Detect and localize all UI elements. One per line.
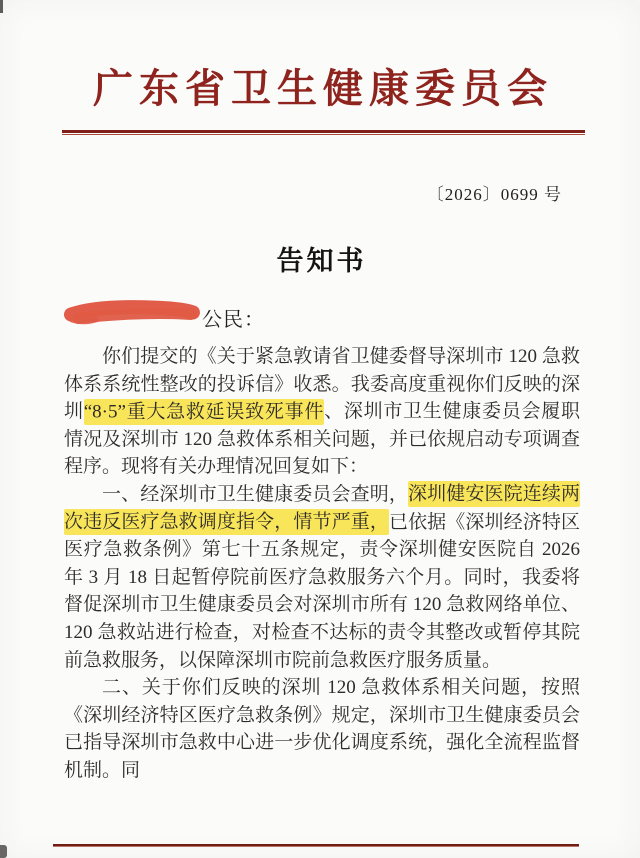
redaction-scribble-mark — [62, 298, 200, 335]
divider-thin-line — [62, 134, 585, 135]
scan-edge-artifact — [0, 0, 3, 13]
body-paragraph — [64, 674, 580, 784]
document-title: 告知书 — [276, 246, 367, 276]
highlighted-text: “8·5”重大急救延误致死事件 — [84, 399, 324, 425]
text-segment: 你们提交的《关于紧急敦请省卫健委督导深圳市 120 急救体系系统性整改的投诉信》收悉。我委高度重视你们反映的深圳 — [64, 346, 580, 423]
highlighted-text: 深圳健安医院连续两次违反医疗急救调度指令，情节严重， — [64, 481, 580, 535]
footer-rule — [53, 844, 579, 847]
letterhead-divider-rule — [62, 130, 585, 135]
org-letterhead-title: 广东省卫生健康委员会 — [93, 66, 553, 111]
document-body — [0, 343, 640, 785]
text-segment: 、深圳市卫生健康委员会履职情况及深圳市 120 急救体系相关问题，并已依规启动专项调查程序。现将有关办理情况回复如下： — [64, 401, 580, 478]
scan-edge-artifact — [0, 845, 7, 858]
text-segment: 一、经深圳市卫生健康委员会查明， — [102, 483, 408, 505]
text-segment: 已依据《深圳经济特区医疗急救条例》第七十五条规定，责令深圳健安医院自 2026 年 3 月 18 日起暂停院前医疗急救服务六个月。同时，我委将督促深圳市卫生健康委员会对深圳市所有 120 急救网络单位、120 急救站进行检查，对检查不达标的责令其整改或暂停其院前急救服务，以保障深圳市院前急救医疗服务质量。 — [64, 511, 580, 671]
body-paragraph — [64, 481, 580, 674]
document-reference-number: 〔2026〕0699 号 — [426, 185, 562, 204]
footer-rule-thin-line — [53, 846, 579, 847]
divider-thick-line — [62, 130, 585, 133]
text-segment: 二、关于你们反映的深圳 120 急救体系相关问题，按照《深圳经济特区医疗急救条例》规定，深圳市卫生健康委员会已指导深圳市急救中心进一步优化调度系统，强化全流程监督机制。同 — [64, 677, 580, 781]
salutation-label: 公民： — [202, 308, 265, 331]
salutation-line — [0, 299, 640, 335]
body-paragraph — [64, 343, 580, 481]
